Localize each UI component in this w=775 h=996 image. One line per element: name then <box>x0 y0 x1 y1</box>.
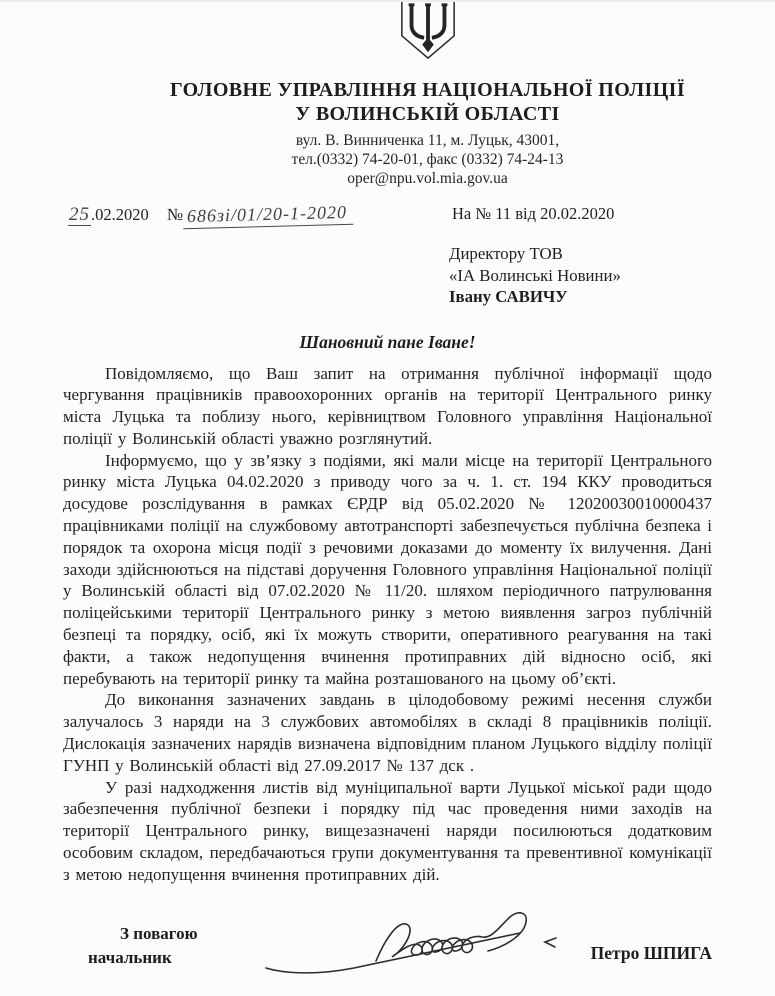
letter-body <box>63 363 712 886</box>
reply-reference: На № 11 від 20.02.2020 <box>452 204 615 223</box>
outgoing-date-printed: .02.2020 <box>91 205 149 224</box>
ukraine-trident-emblem <box>396 0 460 61</box>
signer-title: начальник <box>88 948 172 967</box>
org-name-line2: У ВОЛИНСЬКІЙ ОБЛАСТІ <box>295 103 560 125</box>
number-sign-label: № <box>166 205 184 224</box>
phone-fax-line: тел.(0332) 74-20-01, факс (0332) 74-24-13 <box>291 151 564 168</box>
recipient-line1: Директору ТОВ <box>449 244 563 263</box>
paragraph-2: Інформуємо, що у зв’язку з подіями, які мали місце на території Центрального ринку міста Луцька 04.02.2020 з приводу чого за ч. 1. ст. 194 ККУ проводиться досудове розслідування в рамках ЄРДР від 05.02.2020 № 12020030010000437 працівниками поліції на службовому автотранспорті забезпечується публічна безпека і порядок та охорона місця події з речовими доказами до моменту їх вилучення. Дані заходи здійснюються на підставі доручення Головного управління Національної поліції у Волинській області від 07.02.2020 № 11/20. шляхом періодичного патрулювання поліцейськими території Центрального ринку з метою виявлення загроз публічній безпеці та порядку, осіб, які їх можуть створити, оперативного реагування на такі факти, а також недопущення вчинення протиправних дій відносно осіб, які перебувають на території ринку та майна розташованого на цьому об’єкті. <box>63 450 712 688</box>
org-name-line1: ГОЛОВНЕ УПРАВЛІННЯ НАЦІОНАЛЬНОЇ ПОЛІЦІЇ <box>169 79 686 101</box>
signer-name: Петро ШПИГА <box>590 943 712 963</box>
paragraph-1: Повідомляємо, що Ваш запит на отримання публічної інформації щодо чергування працівників правоохоронних органів на території Центрального ринку міста Луцька та поблизу нього, керівництвом Головного управління Національної поліції у Волинській області уважно розглянутий. <box>63 363 712 448</box>
recipient-line2: «ІА Волинські Новини» <box>449 265 621 285</box>
signature-ink-icon <box>258 898 578 978</box>
outgoing-reference <box>68 201 353 227</box>
paragraph-4: У разі надходження листів від муніципальної варти Луцької міської ради щодо забезпечення публічної безпеки і порядку під час проведення ними заходів на території Центрального ринку, вищезазначені наряди посилюються додатковим особовим складом, передбачаються групи документування та превентивної комунікації з метою недопущення вчинення протиправних дій. <box>63 777 712 884</box>
outgoing-number-handwritten: 686зі/01/20-1-2020 <box>183 202 354 229</box>
salutation: Шановний пане Іване! <box>299 331 476 352</box>
recipient-name: Івану САВИЧУ <box>449 287 568 306</box>
signer-role <box>63 922 198 970</box>
trident-shield-icon <box>396 0 460 61</box>
closing-phrase: З повагою <box>120 924 198 943</box>
email-line: oper@npu.vol.mia.gov.ua <box>347 170 508 187</box>
letterhead <box>0 2 775 188</box>
handwritten-signature <box>258 898 578 978</box>
reference-row <box>68 201 712 227</box>
outgoing-date-day-handwritten: 25 <box>69 204 90 225</box>
address-line: вул. В. Винниченка 11, м. Луцьк, 43001, <box>295 132 560 149</box>
signature-block <box>63 898 712 978</box>
paragraph-3: До виконання зазначених завдань в цілодобовому режимі несення служби залучалось 3 наряди на 3 службових автомобілях в складі 8 працівників поліції. Дислокація зазначених нарядів визначена відповідним планом Луцького відділу поліції ГУНП у Волинській області від 27.09.2017 № 137 дск . <box>63 690 712 775</box>
recipient-block <box>449 243 712 308</box>
